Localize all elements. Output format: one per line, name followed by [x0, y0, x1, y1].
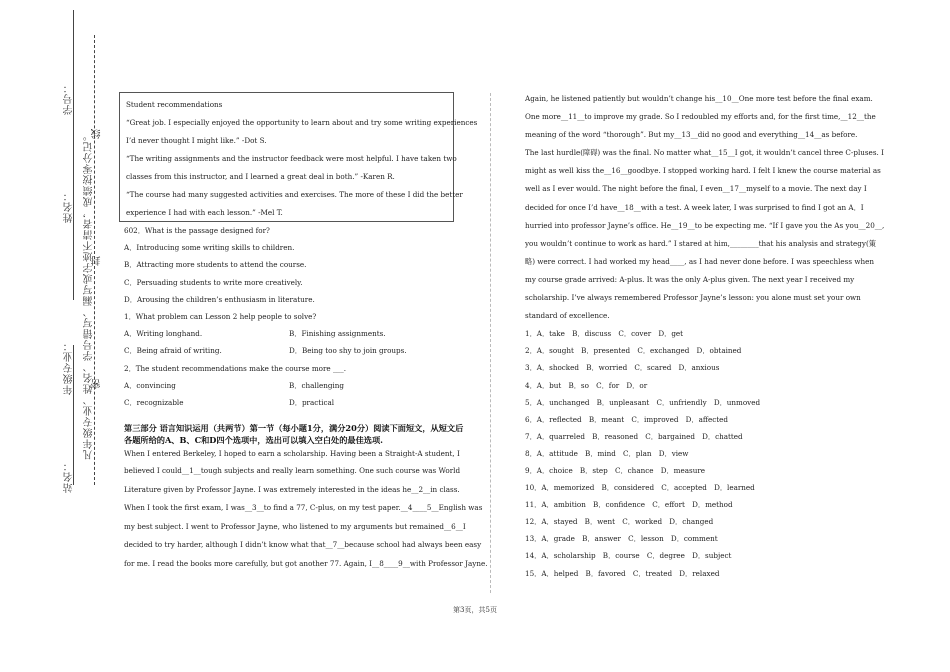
passage-line: my course grade arrived: A-plus. It was the only A-plus given. The next year I received my: [525, 274, 855, 284]
question-stem: 602．What is the passage designed for?: [124, 226, 270, 235]
question-stem: 2．The student recommendations make the course more ___.: [124, 363, 347, 373]
option: A．Writing longhand.: [124, 329, 203, 339]
passage-line: When I entered Berkeley, I hoped to earn a scholarship. Having been a Straight-A student, I: [124, 449, 460, 458]
passage-line: When I took the first exam, I was__3__to find a 77, C-plus, on my test paper.__4____5__English was: [124, 503, 483, 513]
passage-line: my best subject. I went to Professor Jayne, who listened to my arguments but remained__6__I: [124, 521, 466, 531]
passage-line: The last hurdle(障碍) was the final. No matter what__15__I got, it wouldn’t cancel three C-pluses. I: [525, 148, 884, 158]
passage-line: hurried into professor Jayne’s office. He__19__to be expecting me. “If I gave you the As you__20__,: [525, 220, 885, 230]
box-line: classes from this instructor, and I learned a great deal in both.” -Karen R.: [126, 172, 395, 181]
left-column-questions: [124, 222, 464, 411]
student-id-label: 学号：: [64, 82, 75, 115]
answer-options: 8．A．attitude B．mind C．plan D．view: [525, 448, 689, 458]
page-number: 第3页，共5页: [453, 606, 497, 614]
right-column: [525, 90, 885, 582]
answer-options: 2．A．sought B．presented C．exchanged D．obtained: [525, 346, 742, 356]
option: C．Persuading students to write more creatively.: [124, 277, 303, 287]
answer-options: 3．A．shocked B．worried C．scared D．anxious: [525, 363, 720, 373]
answer-options: 11．A．ambition B．confidence C．effort D．method: [525, 500, 733, 510]
answer-options: 5．A．unchanged B．unpleasant C．unfriendly D．unmoved: [525, 397, 761, 407]
grade-major-label: 年级专业：: [64, 340, 75, 395]
option: B．challenging: [289, 380, 345, 390]
option-row: [124, 377, 464, 394]
passage-line: Literature given by Professor Jayne. I was extremely interested in the ideas he__2__in class.: [124, 484, 460, 494]
option: D．Being too shy to join groups.: [289, 346, 407, 356]
passage-line: decided to try harder, although I didn’t know what that__7__because school had always been easy: [124, 540, 482, 550]
answer-options: 13．A．grade B．answer C．lesson D．comment: [525, 534, 718, 544]
binding-margin: [0, 0, 115, 672]
box-line: experience I had with each lesson.” -Mel T.: [126, 208, 283, 217]
seal-mark-xian: 线: [92, 128, 103, 139]
option-row: [124, 325, 464, 342]
box-line: I’d never thought I might like.” -Dot S.: [126, 136, 267, 145]
option: A．convincing: [124, 380, 176, 390]
answer-options: 6．A．reflected B．meant C．improved D．affected: [525, 414, 728, 424]
passage-line: One more__11__to improve my grade. So I redoubled my efforts and, for the first time,__12__the: [525, 112, 876, 122]
answer-options: 14．A．scholarship B．course C．degree D．subject: [525, 551, 732, 561]
option: A．Introducing some writing skills to children.: [124, 243, 295, 253]
option: B．Finishing assignments.: [289, 329, 386, 339]
box-line: “Great job. I especially enjoyed the opportunity to learn about and try some writing experiences: [126, 118, 478, 127]
passage-line: Again, he listened patiently but wouldn’t change his__10__One more test before the final exam.: [525, 94, 873, 103]
passage-line: you wouldn’t continue to work as hard.” I stared at him,________that his analysis and strategy(策: [525, 238, 876, 248]
box-line: “The writing assignments and the instructor feedback were most helpful. I have taken two: [126, 154, 457, 163]
box-title: Student recommendations: [126, 100, 223, 109]
question-stem: 1．What problem can Lesson 2 help people to solve?: [124, 311, 317, 321]
station-label: 站名：: [64, 460, 75, 493]
option: D．practical: [289, 397, 335, 407]
vertical-rule: [73, 10, 74, 300]
answer-options: 9．A．choice B．step C．chance D．measure: [525, 465, 706, 475]
seal-mark-feng: 封: [92, 255, 103, 266]
recommendations-box: [119, 92, 478, 222]
passage-line: might as well kiss the__16__goodbye. I stopped working hard. I felt I knew the course material as: [525, 166, 881, 176]
passage-line: for me. I read the books more carefully, but got another 77. Again, I__8____9__with Professor Jayne.: [124, 558, 488, 568]
passage-line: scholarship. I’ve always remembered Professor Jayne’s lesson: you alone must set your own: [525, 293, 861, 303]
answer-options: 4．A．but B．so C．for D．or: [525, 380, 648, 390]
passage-line: 略) were correct. I had worked my head____, as I had never done before. I was speechless when: [525, 256, 874, 266]
option: B．Attracting more students to attend the course.: [124, 260, 307, 270]
column-divider: [490, 93, 491, 593]
option: C．recognizable: [124, 397, 184, 407]
answer-options: 1．A．take B．discuss C．cover D．get: [525, 329, 684, 339]
section-title: 第三部分 语言知识运用（共两节）第一节（每小题1分，满分20分）阅读下面短文，从短文后各题所给的A、B、C和D四个选项中，选出可以填入空白处的最佳选项.: [124, 423, 464, 445]
seal-mark-mi: 密: [92, 378, 103, 389]
passage-line: decided for once I’d have__18__with a test. A week later, I was surprised to find I got an A．I: [525, 202, 864, 212]
option: C．Being afraid of writing.: [124, 346, 222, 356]
cloze-section-left: [124, 423, 488, 574]
passage-line: meaning of the word “thorough”. But my__13__did no good and everything__14__as before.: [525, 130, 858, 140]
passage-line: believed I could__1__tough subjects and really learn something. One such course was World: [124, 466, 461, 475]
answer-options: 7．A．quarreled B．reasoned C．bargained D．chatted: [525, 431, 743, 441]
box-line: “The course had many suggested activities and exercises. The more of these I did the better: [126, 190, 463, 199]
answer-options: 15．A．helped B．favored C．treated D．relaxed: [525, 568, 720, 578]
notice-text: 凡年级专业、姓名、学号错写、漏写或字迹不清者，成绩按零分记。: [84, 130, 95, 460]
passage-line: standard of excellence.: [525, 311, 610, 321]
answer-options: 10．A．memorized B．considered C．accepted D．learned: [525, 483, 755, 493]
passage-line: well as I ever would. The night before the final, I even__17__myself to a movie. The next day I: [525, 184, 867, 194]
option-row: [124, 394, 464, 411]
name-label: 姓名：: [64, 190, 75, 223]
answer-options: 12．A．stayed B．went C．worked D．changed: [525, 517, 714, 527]
option-row: [124, 342, 464, 359]
option: D．Arousing the children’s enthusiasm in literature.: [124, 294, 315, 304]
